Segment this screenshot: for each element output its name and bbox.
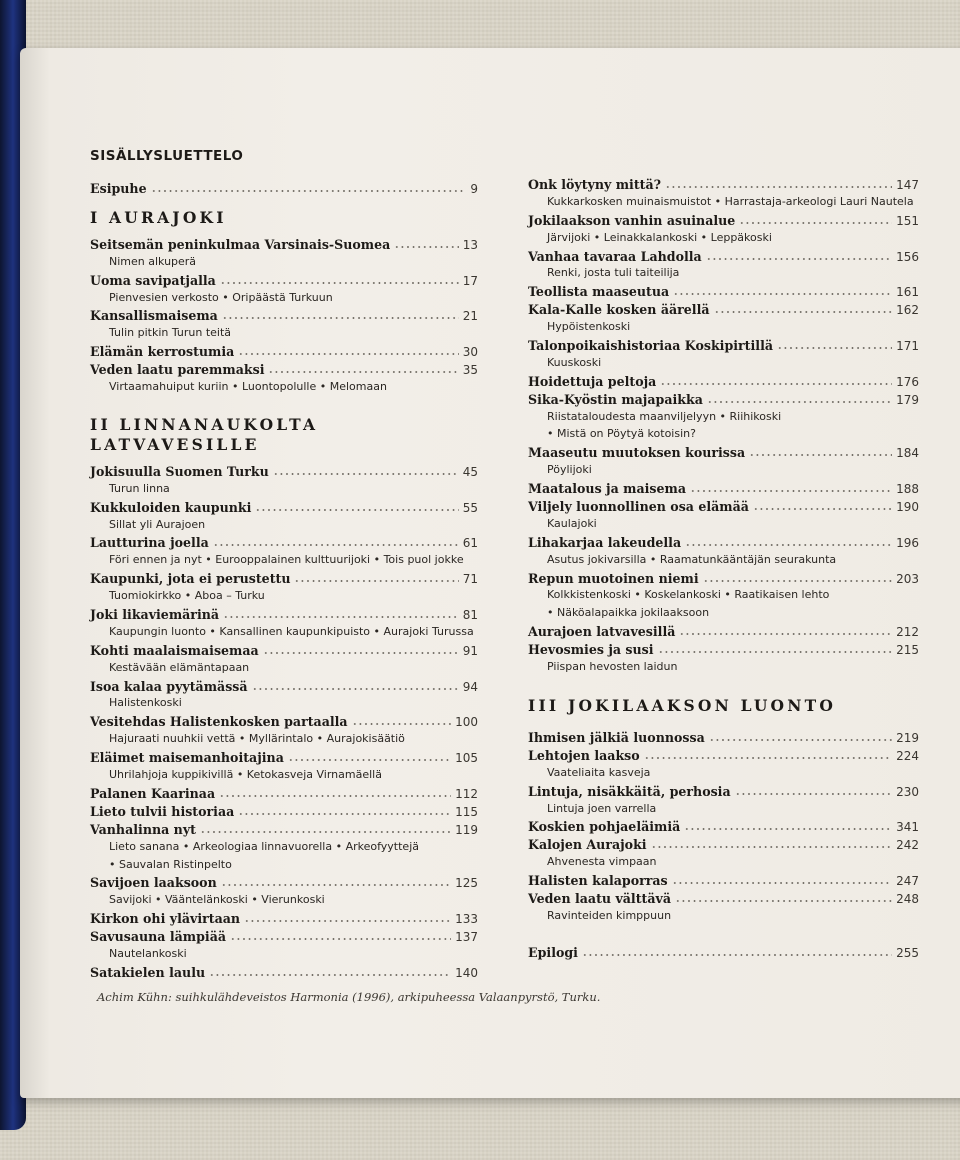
entry-page-number: 161 — [896, 285, 919, 300]
entry-title: Kaupunki, jota ei perustettu — [90, 571, 291, 587]
entry-title: Elämän kerrostumia — [90, 344, 235, 360]
toc-subentry: Riistataloudesta maanviljelyyn • Riihikoski — [547, 409, 782, 423]
dot-leader — [244, 913, 451, 923]
photo-caption: Achim Kühn: suihkulähdeveistos Harmonia (1996), arkipuheessa Valaanpyrstö, Turku. — [97, 990, 601, 1004]
entry-title: Teollista maaseutua — [528, 284, 670, 300]
entry-title: Ihmisen jälkiä luonnossa — [528, 729, 705, 745]
toc-entry[interactable] — [528, 338, 919, 356]
toc-entry[interactable] — [528, 748, 919, 766]
entry-page-number: 140 — [455, 965, 478, 980]
entry-page-number: 61 — [462, 536, 478, 551]
dot-leader — [651, 839, 893, 849]
toc-entry[interactable] — [528, 249, 919, 267]
toc-subentry: Kaulajoki — [547, 516, 597, 530]
dot-leader — [222, 310, 459, 320]
section-heading: I AURAJOKI — [90, 207, 227, 227]
entry-page-number: 162 — [896, 303, 919, 318]
toc-entry[interactable] — [90, 535, 478, 553]
toc-entry[interactable] — [528, 177, 919, 195]
toc-entry[interactable] — [90, 237, 478, 255]
toc-entry[interactable] — [90, 875, 478, 893]
toc-entry[interactable] — [528, 481, 919, 499]
entry-page-number: 176 — [896, 374, 919, 389]
entry-title: Uoma savipatjalla — [90, 272, 216, 288]
dot-leader — [238, 346, 458, 356]
entry-page-number: 219 — [896, 730, 919, 745]
toc-subentry: Hypöistenkoski — [547, 320, 631, 334]
entry-title: Koskien pohjaeläimiä — [528, 819, 681, 835]
dot-leader — [394, 239, 458, 249]
dot-leader — [735, 786, 892, 796]
entry-page-number: 212 — [896, 625, 919, 640]
dot-leader — [753, 501, 892, 511]
toc-entry[interactable] — [90, 500, 478, 518]
dot-leader — [703, 573, 892, 583]
toc-subentry: Sillat yli Aurajoen — [109, 517, 206, 531]
toc-entry[interactable] — [90, 965, 478, 983]
toc-entry[interactable] — [528, 374, 919, 392]
entry-page-number: 9 — [470, 182, 478, 196]
toc-subentry: Virtaamahuiput kuriin • Luontopolulle • Melomaan — [109, 380, 387, 394]
entry-page-number: 147 — [896, 178, 919, 192]
toc-subentry: Savijoki • Vääntelänkoski • Vierunkoski — [109, 893, 325, 907]
entry-page-number: 94 — [462, 679, 478, 694]
entry-page-number: 248 — [896, 891, 919, 906]
entry-title: Joki likaviemärinä — [90, 607, 220, 623]
entry-title: Veden laatu välttävä — [528, 890, 671, 906]
entry-page-number: 247 — [896, 874, 919, 889]
entry-page-number: 133 — [455, 912, 478, 927]
entry-title: Lautturina joella — [90, 535, 209, 551]
toc-entry[interactable] — [528, 642, 919, 660]
dot-leader — [213, 537, 459, 547]
toc-subentry: Kukkarkosken muinaismuistot • Harrastaja-arkeologi Lauri Nautela — [547, 194, 914, 208]
toc-subentry: Turun linna — [109, 481, 170, 495]
dot-leader — [660, 376, 892, 386]
dot-leader — [221, 877, 451, 887]
dot-leader — [706, 251, 892, 261]
toc-entry[interactable] — [528, 445, 919, 463]
entry-page-number: 151 — [896, 213, 919, 228]
toc-entry[interactable] — [528, 819, 919, 837]
toc-entry[interactable] — [90, 911, 478, 929]
entry-page-number: 341 — [896, 820, 919, 835]
toc-entry[interactable] — [528, 873, 919, 891]
entry-title: Onk löytyny mittä? — [528, 177, 662, 192]
entry-page-number: 125 — [455, 876, 478, 891]
entry-page-number: 215 — [896, 643, 919, 658]
toc-entry[interactable] — [528, 891, 919, 909]
dot-leader — [665, 179, 892, 189]
section-heading: III JOKILAAKSON LUONTO — [528, 695, 837, 715]
entry-page-number: 255 — [896, 945, 919, 960]
entry-title: Kohti maalaismaisemaa — [90, 642, 259, 658]
toc-subentry: Piispan hevosten laidun — [547, 660, 678, 674]
dot-leader — [200, 824, 451, 834]
toc-subentry: Ravinteiden kimppuun — [547, 908, 672, 922]
entry-page-number: 13 — [462, 237, 478, 252]
toc-entry[interactable] — [528, 302, 919, 320]
toc-entry[interactable] — [90, 804, 478, 822]
entry-page-number: 105 — [455, 751, 478, 766]
entry-title: Jokilaakson vanhin asuinalue — [528, 212, 736, 228]
dot-leader — [672, 875, 892, 885]
dot-leader — [151, 183, 467, 193]
toc-entry[interactable] — [90, 822, 478, 840]
entry-title: Hoidettuja peltoja — [528, 373, 657, 389]
entry-page-number: 203 — [896, 571, 919, 586]
entry-title: Vesitehdas Halistenkosken partaalla — [90, 714, 348, 730]
entry-page-number: 17 — [462, 273, 478, 288]
toc-subentry: Kuuskoski — [547, 355, 602, 369]
entry-page-number: 100 — [455, 715, 478, 730]
toc-entry[interactable] — [528, 213, 919, 231]
toc-entry[interactable] — [90, 714, 478, 732]
dot-leader — [714, 304, 893, 314]
toc-entry[interactable] — [90, 273, 478, 291]
toc-subentry: Nautelankoski — [109, 946, 187, 960]
entry-title: Palanen Kaarinaa — [90, 785, 216, 801]
entry-page-number: 55 — [462, 500, 478, 515]
toc-entry[interactable] — [90, 679, 478, 697]
toc-subentry: Lieto sanana • Arkeologiaa linnavuorella • Arkeofyyttejä — [109, 839, 419, 853]
entry-title: Veden laatu paremmaksi — [90, 362, 265, 378]
dot-leader — [582, 947, 892, 957]
entry-page-number: 115 — [455, 804, 478, 819]
toc-subentry: Järvijoki • Leinakkalankoski • Leppäkoski — [547, 230, 772, 244]
toc-entry[interactable] — [528, 730, 919, 748]
dot-leader — [739, 215, 892, 225]
toc-entry[interactable] — [528, 945, 919, 963]
entry-title: Lehtojen laakso — [528, 747, 640, 763]
toc-entry[interactable] — [90, 181, 478, 199]
toc-subentry: Ahvenesta vimpaan — [547, 855, 657, 869]
entry-title: Isoa kalaa pyytämässä — [90, 678, 248, 694]
dot-leader — [252, 681, 459, 691]
dot-leader — [690, 483, 892, 493]
dot-leader — [684, 821, 892, 831]
dot-leader — [263, 645, 459, 655]
entry-page-number: 242 — [896, 838, 919, 853]
dot-leader — [707, 394, 892, 404]
entry-title: Kansallismaisema — [90, 308, 218, 324]
toc-entry[interactable] — [90, 344, 478, 362]
entry-title: Savijoen laaksoon — [90, 875, 217, 891]
entry-page-number: 81 — [462, 608, 478, 623]
entry-title: Jokisuulla Suomen Turku — [90, 463, 269, 479]
toc-subentry: • Näköalapaikka jokilaaksoon — [547, 606, 710, 620]
toc-entry[interactable] — [528, 284, 919, 302]
toc-entry[interactable] — [528, 784, 919, 802]
section-heading: II LINNANAUKOLTA LATVAVESILLE — [90, 414, 319, 454]
entry-page-number: 30 — [462, 345, 478, 360]
entry-title: Kirkon ohi ylävirtaan — [90, 911, 241, 927]
dot-leader — [685, 537, 892, 547]
entry-title: Savusauna lämpiää — [90, 929, 227, 945]
entry-title: Kala-Kalle kosken äärellä — [528, 302, 710, 318]
dot-leader — [223, 609, 459, 619]
entry-page-number: 190 — [896, 500, 919, 515]
toc-entry[interactable] — [528, 392, 919, 410]
dot-leader — [230, 931, 451, 941]
entry-title: Lihakarjaa lakeudella — [528, 534, 682, 550]
entry-title: Maatalous ja maisema — [528, 481, 687, 497]
entry-title: Halisten kalaporras — [528, 873, 668, 889]
toc-subentry: Vaateliaita kasveja — [547, 765, 651, 779]
entry-title: Seitsemän peninkulmaa Varsinais-Suomea — [90, 236, 391, 252]
toc-entry[interactable] — [90, 571, 478, 589]
entry-title: Esipuhe — [90, 181, 147, 196]
dot-leader — [777, 340, 892, 350]
entry-page-number: 71 — [462, 572, 478, 587]
entry-title: Sika-Kyöstin majapaikka — [528, 391, 703, 407]
toc-subentry: • Mistä on Pöytyä kotoisin? — [547, 427, 696, 441]
toc-subentry: Tulin pitkin Turun teitä — [109, 326, 232, 340]
toc-entry[interactable] — [528, 499, 919, 517]
toc-subentry: Halistenkoski — [109, 696, 182, 710]
entry-page-number: 184 — [896, 446, 919, 461]
dot-leader — [709, 732, 892, 742]
entry-title: Aurajoen latvavesillä — [528, 624, 676, 640]
toc-subentry: • Sauvalan Ristinpelto — [109, 857, 232, 871]
entry-page-number: 45 — [462, 464, 478, 479]
entry-title: Talonpoikaishistoriaa Koskipirtillä — [528, 338, 774, 354]
entry-title: Vanhaa tavaraa Lahdolla — [528, 248, 702, 264]
entry-page-number: 230 — [896, 784, 919, 799]
toc-entry[interactable] — [90, 464, 478, 482]
dot-leader — [209, 967, 451, 977]
dot-leader — [658, 644, 893, 654]
toc-subentry: Pöylijoki — [547, 463, 592, 477]
entry-page-number: 119 — [455, 822, 478, 837]
toc-entry[interactable] — [528, 571, 919, 589]
dot-leader — [673, 286, 892, 296]
entry-title: Epilogi — [528, 944, 578, 960]
entry-title: Hevosmies ja susi — [528, 642, 654, 658]
toc-subentry: Föri ennen ja nyt • Eurooppalainen kulttuurijoki • Tois puol jokke — [109, 553, 464, 567]
dot-leader — [644, 750, 892, 760]
entry-page-number: 171 — [896, 339, 919, 354]
dot-leader — [255, 502, 458, 512]
toc-subentry: Kestävään elämäntapaan — [109, 660, 250, 674]
toc-entry[interactable] — [90, 362, 478, 380]
entry-title: Viljely luonnollinen osa elämää — [528, 499, 749, 515]
dot-leader — [220, 275, 459, 285]
dot-leader — [679, 626, 892, 636]
toc-subentry: Nimen alkuperä — [109, 254, 197, 268]
page-title: SISÄLLYSLUETTELO — [90, 148, 244, 164]
toc-entry[interactable] — [528, 837, 919, 855]
toc-subentry: Uhrilahjoja kuppikivillä • Ketokasveja Virnamäellä — [109, 768, 382, 782]
entry-page-number: 35 — [462, 363, 478, 378]
entry-title: Satakielen laulu — [90, 964, 206, 980]
dot-leader — [749, 447, 892, 457]
entry-page-number: 91 — [462, 643, 478, 658]
toc-entry[interactable] — [90, 786, 478, 804]
dot-leader — [288, 752, 451, 762]
toc-entry[interactable] — [90, 308, 478, 326]
toc-subentry: Renki, josta tuli taiteilija — [547, 266, 680, 280]
entry-page-number: 137 — [455, 930, 478, 945]
entry-page-number: 112 — [455, 786, 478, 801]
toc-entry[interactable] — [90, 929, 478, 947]
entry-title: Kalojen Aurajoki — [528, 837, 647, 853]
dot-leader — [219, 788, 451, 798]
toc-subentry: Hajuraati nuuhkii vettä • Myllärintalo • Aurajokisäätiö — [109, 732, 405, 746]
dot-leader — [294, 573, 458, 583]
entry-title: Kukkuloiden kaupunki — [90, 499, 252, 515]
toc-subentry: Kolkkistenkoski • Koskelankoski • Raatikaisen lehto — [547, 588, 830, 602]
toc-entry[interactable] — [528, 624, 919, 642]
entry-page-number: 188 — [896, 482, 919, 497]
toc-right-column — [528, 177, 919, 963]
toc-entry[interactable] — [528, 535, 919, 553]
entry-page-number: 21 — [462, 309, 478, 324]
entry-page-number: 156 — [896, 249, 919, 264]
entry-title: Eläimet maisemanhoitajina — [90, 750, 284, 766]
toc-entry[interactable] — [90, 643, 478, 661]
entry-title: Vanhalinna nyt — [90, 821, 196, 837]
dot-leader — [273, 466, 459, 476]
toc-subentry: Lintuja joen varrella — [547, 801, 657, 815]
toc-entry[interactable] — [90, 750, 478, 768]
entry-page-number: 196 — [896, 535, 919, 550]
entry-title: Lieto tulvii historiaa — [90, 803, 235, 819]
toc-subentry: Asutus jokivarsilla • Raamatunkääntäjän seurakunta — [547, 552, 837, 566]
entry-title: Lintuja, nisäkkäitä, perhosia — [528, 783, 731, 799]
toc-left-column — [90, 181, 478, 983]
entry-page-number: 224 — [896, 748, 919, 763]
toc-subentry: Tuomiokirkko • Aboa – Turku — [109, 589, 265, 603]
entry-title: Repun muotoinen niemi — [528, 570, 699, 586]
toc-subentry: Pienvesien verkosto • Oripäästä Turkuun — [109, 290, 333, 304]
dot-leader — [352, 716, 452, 726]
dot-leader — [268, 364, 458, 374]
entry-page-number: 179 — [896, 392, 919, 407]
dot-leader — [675, 893, 892, 903]
toc-entry[interactable] — [90, 607, 478, 625]
dot-leader — [238, 806, 451, 816]
toc-subentry: Kaupungin luonto • Kansallinen kaupunkipuisto • Aurajoki Turussa — [109, 624, 474, 638]
entry-title: Maaseutu muutoksen kourissa — [528, 445, 746, 461]
